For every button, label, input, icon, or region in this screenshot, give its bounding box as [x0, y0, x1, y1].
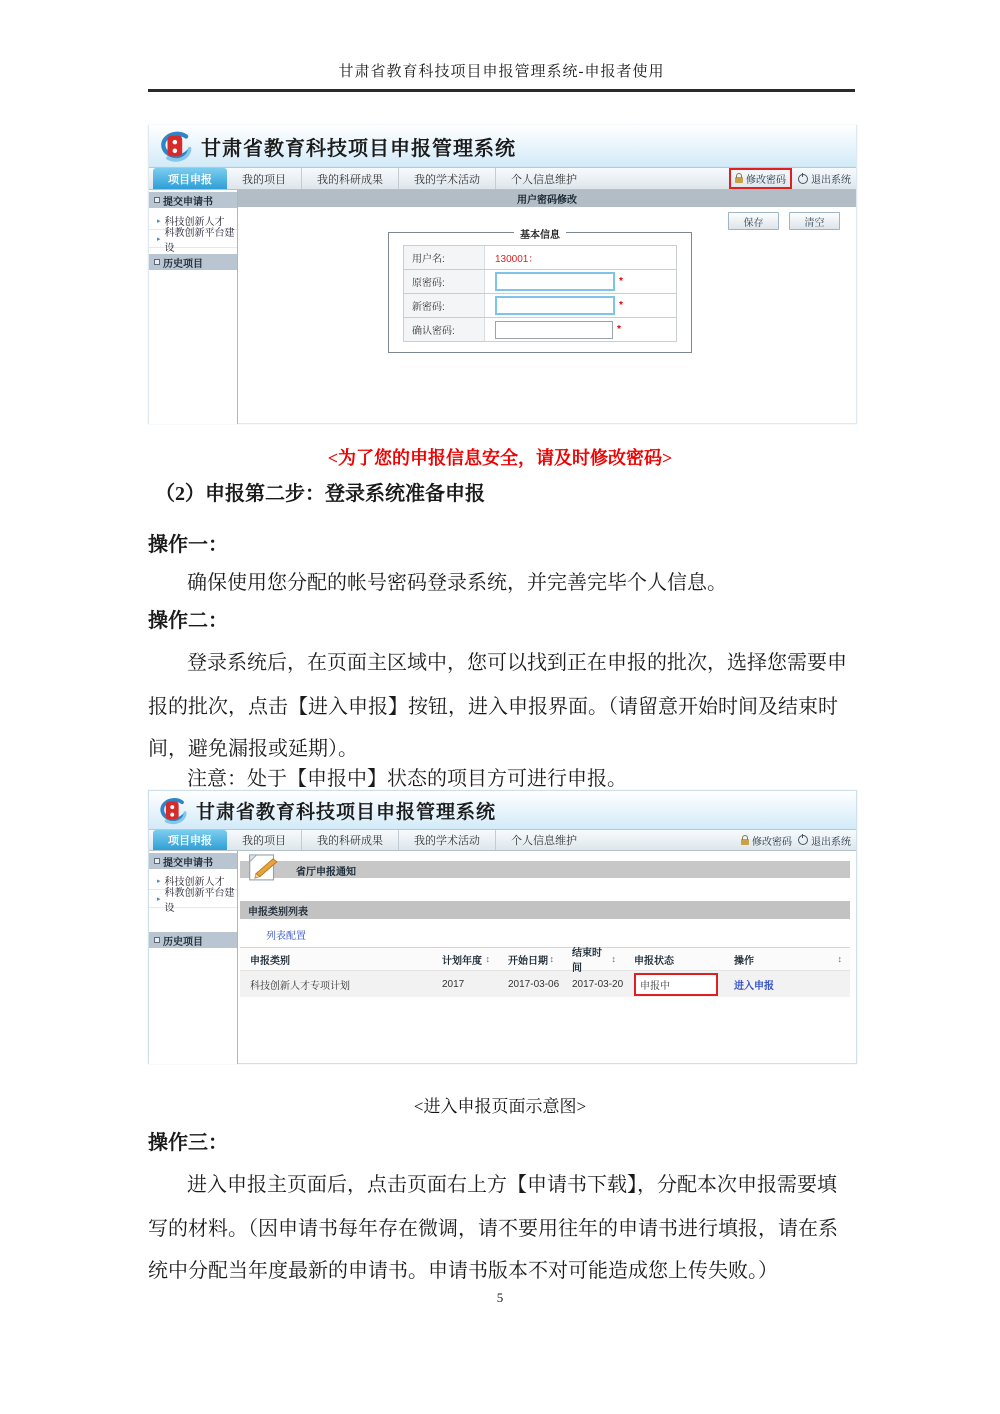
cell-status: [624, 973, 724, 996]
change-password-label: 修改密码: [746, 175, 786, 186]
list-config-link[interactable]: 列表配置: [266, 931, 306, 942]
tab-my-achievements[interactable]: 我的科研成果: [302, 168, 399, 189]
power-icon: [798, 174, 808, 184]
section-marker-icon: [154, 858, 160, 864]
sort-icon[interactable]: ↕: [611, 954, 616, 964]
save-button[interactable]: 保存: [728, 212, 779, 230]
enter-apply-link[interactable]: 进入申报: [734, 980, 774, 992]
app-body: [149, 851, 856, 1064]
tab-my-projects[interactable]: 我的项目: [227, 830, 302, 850]
sidebar-item-label: 科技创新人才: [164, 217, 225, 228]
form-buttons: [728, 212, 840, 230]
page-title: 用户密码修改: [238, 190, 856, 207]
tab-my-activities[interactable]: 我的学术活动: [399, 830, 496, 850]
form-row-old-password: [404, 270, 676, 294]
step2-line: 间，避免漏报或延期）。: [148, 738, 358, 760]
page-number: 5: [496, 1290, 504, 1305]
screenshot-password-change: [148, 125, 857, 424]
step2-line: 报的批次，点击【进入申报】按钮，进入申报界面。（请留意开始时间及结束时: [148, 696, 838, 718]
step2-note: 注意：处于【申报中】状态的项目方可进行申报。: [187, 768, 627, 790]
section-marker-icon: [154, 259, 160, 265]
step3-label: 操作三：: [148, 1132, 228, 1154]
required-marker: *: [617, 324, 621, 335]
step2-line: 登录系统后，在页面主区域中，您可以找到正在申报的批次，选择您需要申: [187, 652, 847, 674]
sidebar-section-label: 提交申请书: [163, 857, 213, 869]
tab-my-achievements[interactable]: 我的科研成果: [302, 830, 399, 850]
main-area: [238, 190, 856, 424]
change-password-label: 修改密码: [752, 836, 792, 848]
page-header: [148, 60, 855, 92]
sidebar-section-label: 历史项目: [163, 936, 203, 948]
sidebar-item-platform[interactable]: [149, 887, 237, 914]
sidebar-section-label: 提交申请书: [163, 196, 213, 208]
step3-line: 进入申报主页面后，点击页面右上方【申请书下载】，分配本次申报需要填: [187, 1174, 837, 1196]
form-row-new-password: [404, 294, 676, 318]
column-header-start[interactable]: 开始日期 ↕: [508, 954, 554, 967]
bullet-icon: ▸: [157, 895, 161, 903]
column-header-year[interactable]: 计划年度 ↕: [442, 954, 490, 967]
sidebar-item-platform[interactable]: [149, 227, 237, 254]
status-badge: 申报中: [634, 973, 718, 996]
logout-label: 退出系统: [811, 175, 851, 186]
step3-line: 写的材料。（因申请书每年存在微调，请不要用往年的申请书进行填报，请在系: [148, 1218, 838, 1240]
clear-button[interactable]: 清空: [789, 212, 840, 230]
main-area: [238, 851, 856, 1064]
new-password-field[interactable]: [495, 296, 615, 315]
power-icon: [798, 835, 808, 845]
table-header-row: [240, 947, 850, 974]
logout-button[interactable]: [798, 171, 851, 186]
app-logo-band: [149, 125, 856, 168]
lock-icon: [741, 839, 749, 845]
app-title: 甘肃省教育科技项目申报管理系统: [196, 801, 497, 823]
cell-action: [724, 977, 850, 992]
list-title-bar: 申报类别列表: [240, 901, 850, 919]
tab-project-apply[interactable]: 项目申报: [153, 830, 227, 850]
tab-personal-info[interactable]: 个人信息维护: [511, 835, 577, 847]
tab-my-projects[interactable]: 我的项目: [227, 168, 302, 189]
step1-text: 确保使用您分配的帐号密码登录系统，并完善完毕个人信息。: [187, 572, 727, 594]
sidebar-item-label: 科技创新人才: [164, 877, 225, 888]
confirm-password-field[interactable]: [495, 321, 613, 339]
tab-bar: [149, 830, 856, 851]
form-row-username: [404, 246, 676, 270]
app-body: [149, 190, 856, 424]
cell-end-date: 2017-03-20: [572, 978, 624, 990]
column-header-end[interactable]: 结束时间 ↕: [572, 948, 616, 974]
security-notice: <为了您的申报信息安全，请及时修改密码>: [327, 448, 673, 468]
notice-banner[interactable]: [240, 861, 850, 878]
sort-icon[interactable]: ↕: [485, 954, 490, 964]
sidebar-section-label: 历史项目: [163, 258, 203, 270]
app-title: 甘肃省教育科技项目申报管理系统: [201, 137, 516, 160]
app-logo-icon: [155, 795, 188, 826]
step1-label: 操作一：: [148, 534, 228, 556]
change-password-button[interactable]: [729, 168, 792, 189]
top-right-actions: [741, 830, 851, 850]
sort-icon[interactable]: ↕: [549, 954, 554, 964]
page-header-title: 甘肃省教育科技项目申报管理系统-申报者使用: [338, 64, 665, 80]
fieldset-legend: 基本信息: [514, 226, 566, 241]
cell-category: 科技创新人才专项计划: [250, 980, 350, 992]
tab-my-activities[interactable]: 我的学术活动: [399, 168, 496, 189]
batch-table: [240, 947, 850, 997]
table-row: [240, 971, 850, 997]
sidebar-section-history[interactable]: [149, 932, 237, 948]
basic-info-fieldset: [388, 232, 692, 353]
old-password-field[interactable]: [495, 272, 615, 291]
column-header-action[interactable]: 操作 ↕: [734, 954, 842, 967]
password-form: [403, 245, 677, 342]
sidebar-section-history[interactable]: [149, 254, 237, 270]
required-marker: *: [619, 276, 623, 287]
sidebar: [149, 851, 238, 1064]
bullet-icon: ▸: [157, 235, 161, 243]
logout-button[interactable]: [798, 833, 851, 848]
notepad-icon: [248, 853, 282, 883]
cell-year: 2017: [442, 978, 465, 990]
sidebar-item-label: 科教创新平台建设: [164, 227, 235, 254]
new-password-label: 新密码:: [404, 294, 485, 317]
username-value: 130001：: [495, 254, 539, 265]
app-logo-band: [149, 791, 856, 830]
tab-project-apply[interactable]: 项目申报: [153, 168, 227, 189]
bullet-icon: ▸: [157, 877, 161, 885]
username-label: 用户名:: [404, 246, 485, 269]
notice-banner-title: 省厅申报通知: [296, 867, 356, 878]
old-password-label: 原密码:: [404, 270, 485, 293]
column-header-category[interactable]: 申报类别: [250, 955, 290, 967]
sidebar-section-submit[interactable]: [149, 192, 237, 208]
step3-line: 统中分配当年度最新的申请书。申请书版本不对可能造成您上传失败。）: [148, 1260, 778, 1282]
column-header-status[interactable]: 申报状态: [634, 955, 674, 967]
lock-icon: [735, 177, 743, 183]
form-row-confirm-password: [404, 318, 676, 342]
section-heading: （2）申报第二步：登录系统准备申报: [155, 483, 485, 505]
sidebar-item-label: 科教创新平台建设: [164, 887, 235, 914]
app-logo-icon: [155, 128, 193, 164]
confirm-password-label: 确认密码:: [404, 318, 485, 341]
tab-personal-info[interactable]: 个人信息维护: [511, 173, 577, 186]
step2-label: 操作二：: [148, 610, 228, 632]
bullet-icon: ▸: [157, 217, 161, 225]
logout-label: 退出系统: [811, 836, 851, 848]
sidebar: [149, 190, 238, 424]
cell-start-date: 2017-03-06: [508, 978, 560, 990]
sort-icon[interactable]: ↕: [837, 954, 842, 964]
figure-caption: <进入申报页面示意图>: [413, 1097, 587, 1116]
top-right-actions: [729, 168, 851, 189]
section-marker-icon: [154, 197, 160, 203]
screenshot-batch-list: [148, 790, 857, 1064]
sidebar-section-submit[interactable]: [149, 853, 237, 869]
required-marker: *: [619, 300, 623, 311]
section-marker-icon: [154, 937, 160, 943]
tab-bar: [149, 168, 856, 190]
change-password-button[interactable]: [741, 833, 792, 848]
